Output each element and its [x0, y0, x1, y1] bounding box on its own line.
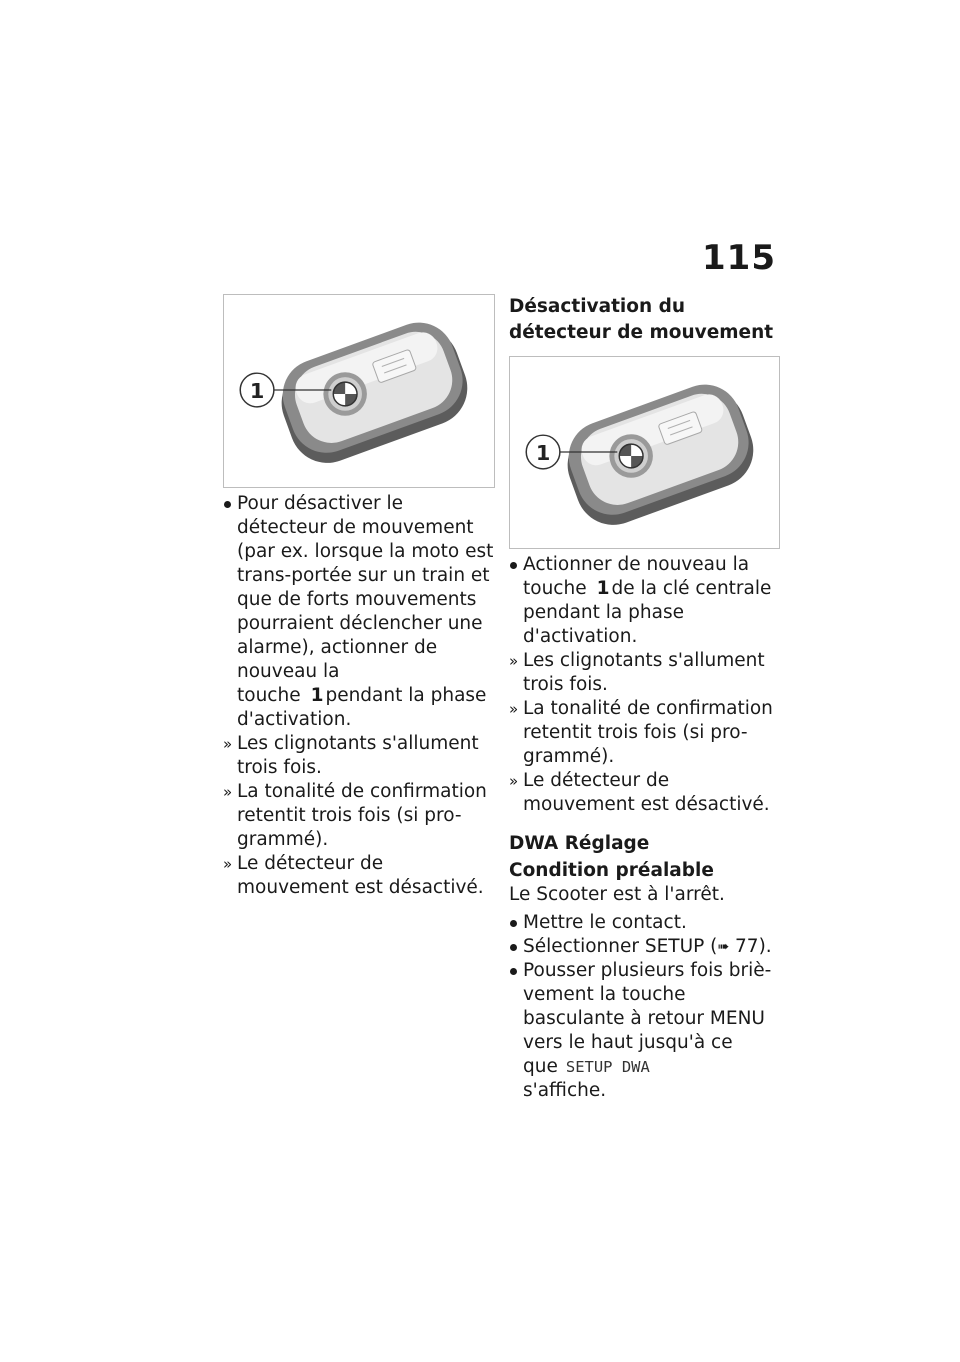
key-fob-figure — [223, 294, 495, 488]
key-fob-illustration — [510, 357, 779, 548]
page-reference[interactable]: 77 — [735, 936, 759, 957]
key-fob-figure — [509, 356, 780, 549]
key-reference: 1 — [310, 685, 324, 706]
list-item: » Le détecteur de mouvement est désactivé. — [509, 770, 770, 815]
result-marker: » — [223, 855, 233, 873]
list-item: » La tonalité de confirmation retentit trois fois (si pro-grammé). — [223, 781, 487, 850]
result-marker: » — [223, 783, 233, 801]
result-marker: » — [509, 772, 519, 790]
list-item: Pour désactiver le détecteur de mouvement (par ex. lorsque la moto est trans-portée sur un train et que de forts mouvements pourraient déclencher une alarme), actionner de nouveau la touche 1 pendant la phase d'activation. — [237, 493, 494, 730]
list-item: Sélectionner SETUP (➠ 77). — [523, 936, 772, 957]
right-column — [509, 294, 781, 1103]
list-item: » Les clignotants s'allument trois fois. — [509, 650, 765, 695]
list-item: Pousser plusieurs fois briè-vement la touche basculante à retour MENU vers le haut jusqu'à ce que SETUP DWA s'affiche. — [523, 960, 772, 1101]
page-number: 115 — [702, 238, 776, 278]
dwa-steps-list — [509, 911, 781, 1103]
right-instruction-list — [509, 553, 781, 817]
key-reference: 1 — [596, 578, 610, 599]
left-instruction-list — [223, 492, 495, 900]
list-item: Mettre le contact. — [523, 912, 687, 933]
list-item: » Les clignotants s'allument trois fois. — [223, 733, 479, 778]
figure-callout: 1 — [249, 378, 265, 403]
list-item: Actionner de nouveau la touche 1 de la clé centrale pendant la phase d'activation. — [523, 554, 772, 647]
result-marker: » — [509, 652, 519, 670]
key-fob-illustration — [224, 295, 494, 487]
list-item: » Le détecteur de mouvement est désactivé. — [223, 853, 484, 898]
dwa-section-title: DWA Réglage — [509, 833, 650, 854]
page-reference-arrow-icon: ➠ — [717, 939, 730, 955]
left-column — [223, 294, 495, 900]
display-text: SETUP DWA — [565, 1058, 650, 1076]
prerequisite-title: Condition préalable — [509, 860, 714, 881]
prerequisite-text: Le Scooter est à l'arrêt. — [509, 884, 725, 905]
section-heading: Désactivation du détecteur de mouvement — [509, 296, 774, 343]
result-marker: » — [223, 735, 233, 753]
figure-callout: 1 — [535, 440, 551, 465]
list-item: » La tonalité de confirmation retentit trois fois (si pro-grammé). — [509, 698, 773, 767]
result-marker: » — [509, 700, 519, 718]
